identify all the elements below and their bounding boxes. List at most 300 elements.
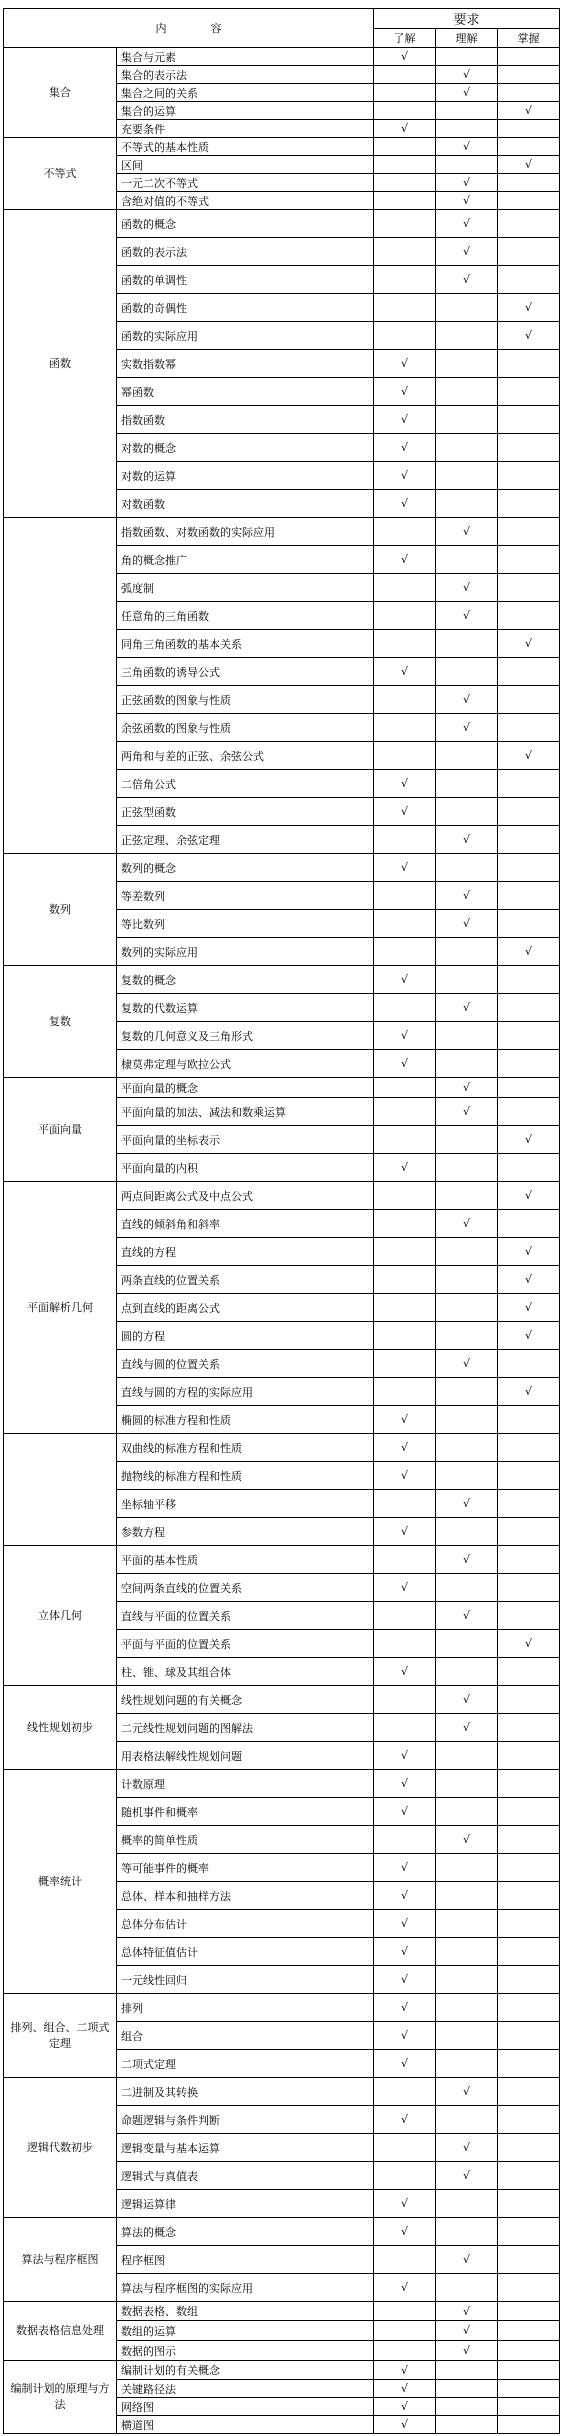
level-cell	[374, 1078, 436, 1098]
item-cell: 正弦型函数	[117, 798, 374, 826]
check-mark: √	[498, 102, 560, 120]
item-cell: 函数的奇偶性	[117, 294, 374, 322]
level-cell	[436, 1658, 498, 1686]
item-cell: 直线的方程	[117, 1238, 374, 1266]
level-cell	[436, 1938, 498, 1966]
check-mark: √	[374, 490, 436, 518]
item-cell: 一元线性回归	[117, 1966, 374, 1994]
level-cell	[498, 2321, 560, 2341]
check-mark: √	[436, 2302, 498, 2321]
table-row	[4, 2302, 560, 2321]
level-cell	[436, 546, 498, 574]
level-cell	[436, 966, 498, 994]
level-cell	[374, 210, 436, 238]
item-cell: 点到直线的距离公式	[117, 1294, 374, 1322]
check-mark: √	[374, 1938, 436, 1966]
check-mark: √	[498, 1126, 560, 1154]
level-cell	[436, 1182, 498, 1210]
syllabus-table	[3, 8, 560, 2434]
check-mark: √	[498, 938, 560, 966]
category-cell: 算法与程序框图	[4, 2218, 117, 2302]
item-cell: 区间	[117, 156, 374, 174]
level-cell	[436, 2050, 498, 2078]
item-cell: 弧度制	[117, 574, 374, 602]
level-cell	[374, 1630, 436, 1658]
check-mark: √	[498, 630, 560, 658]
level-cell	[498, 2302, 560, 2321]
check-mark: √	[374, 1022, 436, 1050]
level-cell	[436, 938, 498, 966]
item-cell: 含绝对值的不等式	[117, 192, 374, 210]
level-cell	[436, 1798, 498, 1826]
category-cell	[4, 518, 117, 854]
level-cell	[498, 1350, 560, 1378]
level-cell	[436, 490, 498, 518]
level-cell	[498, 1714, 560, 1742]
check-mark: √	[374, 434, 436, 462]
check-mark: √	[374, 1966, 436, 1994]
check-mark: √	[374, 2050, 436, 2078]
check-mark: √	[436, 210, 498, 238]
level-cell	[374, 686, 436, 714]
level-cell	[374, 266, 436, 294]
level-cell	[498, 1490, 560, 1518]
category-cell: 复数	[4, 966, 117, 1078]
item-cell: 坐标轴平移	[117, 1490, 374, 1518]
level-cell	[374, 2078, 436, 2106]
level-cell	[436, 406, 498, 434]
check-mark: √	[374, 1742, 436, 1770]
check-mark: √	[374, 1154, 436, 1182]
level-cell	[374, 602, 436, 630]
check-mark: √	[374, 1882, 436, 1910]
item-cell: 用表格法解线性规划问题	[117, 1742, 374, 1770]
category-cell: 函数	[4, 210, 117, 518]
item-cell: 两条直线的位置关系	[117, 1266, 374, 1294]
check-mark: √	[374, 1798, 436, 1826]
check-mark: √	[436, 84, 498, 102]
level-cell	[436, 156, 498, 174]
table-row	[4, 210, 560, 238]
check-mark: √	[436, 1098, 498, 1126]
item-cell: 复数的概念	[117, 966, 374, 994]
table-row	[4, 1434, 560, 1462]
level-cell	[436, 434, 498, 462]
level-cell	[374, 238, 436, 266]
level-cell	[498, 574, 560, 602]
level-cell	[498, 1882, 560, 1910]
check-mark: √	[436, 714, 498, 742]
level-cell	[436, 742, 498, 770]
category-cell: 平面解析几何	[4, 1182, 117, 1434]
item-cell: 等可能事件的概率	[117, 1854, 374, 1882]
item-cell: 正弦函数的图象与性质	[117, 686, 374, 714]
requirements-header: 要求	[374, 9, 560, 29]
level-cell	[498, 1098, 560, 1126]
category-cell: 不等式	[4, 138, 117, 210]
check-mark: √	[436, 1686, 498, 1714]
level-cell	[498, 2134, 560, 2162]
item-cell: 空间两条直线的位置关系	[117, 1574, 374, 1602]
item-cell: 横道图	[117, 2416, 374, 2434]
check-mark: √	[374, 1910, 436, 1938]
level-cell	[498, 854, 560, 882]
table-row	[4, 2078, 560, 2106]
check-mark: √	[374, 406, 436, 434]
level-cell	[374, 174, 436, 192]
check-mark: √	[436, 2134, 498, 2162]
item-cell: 不等式的基本性质	[117, 138, 374, 156]
level-cell	[374, 1126, 436, 1154]
level-cell	[498, 994, 560, 1022]
level-cell	[498, 1994, 560, 2022]
item-cell: 幂函数	[117, 378, 374, 406]
check-mark: √	[374, 2022, 436, 2050]
level-cell	[436, 1126, 498, 1154]
table-row	[4, 48, 560, 66]
check-mark: √	[374, 2218, 436, 2246]
level-cell	[498, 1826, 560, 1854]
level-cell	[374, 138, 436, 156]
level-cell	[374, 1238, 436, 1266]
item-cell: 组合	[117, 2022, 374, 2050]
level-cell	[498, 1854, 560, 1882]
check-mark: √	[436, 2162, 498, 2190]
item-cell: 二项式定理	[117, 2050, 374, 2078]
item-cell: 数组的运算	[117, 2321, 374, 2341]
item-cell: 平面向量的坐标表示	[117, 1126, 374, 1154]
check-mark: √	[436, 574, 498, 602]
item-cell: 程序框图	[117, 2246, 374, 2274]
level-cell	[374, 1294, 436, 1322]
level-cell	[436, 630, 498, 658]
check-mark: √	[436, 266, 498, 294]
level-cell	[374, 1602, 436, 1630]
check-mark: √	[374, 966, 436, 994]
level-cell	[498, 546, 560, 574]
level-cell	[374, 1378, 436, 1406]
item-cell: 一元二次不等式	[117, 174, 374, 192]
level-cell	[498, 1078, 560, 1098]
table-row	[4, 1994, 560, 2022]
check-mark: √	[498, 742, 560, 770]
check-mark: √	[436, 826, 498, 854]
item-cell: 平面向量的内积	[117, 1154, 374, 1182]
level-cell	[436, 1462, 498, 1490]
level-cell	[374, 156, 436, 174]
check-mark: √	[374, 350, 436, 378]
check-mark: √	[498, 1294, 560, 1322]
table-row	[4, 518, 560, 546]
check-mark: √	[436, 66, 498, 84]
level-cell	[498, 1050, 560, 1078]
level-cell	[374, 2134, 436, 2162]
check-mark: √	[436, 602, 498, 630]
check-mark: √	[374, 1434, 436, 1462]
check-mark: √	[374, 1406, 436, 1434]
check-mark: √	[374, 2398, 436, 2416]
level-cell	[498, 826, 560, 854]
item-cell: 逻辑变量与基本运算	[117, 2134, 374, 2162]
check-mark: √	[374, 1518, 436, 1546]
level-cell	[498, 350, 560, 378]
item-cell: 集合与元素	[117, 48, 374, 66]
item-cell: 对数的运算	[117, 462, 374, 490]
item-cell: 复数的代数运算	[117, 994, 374, 1022]
level-cell	[498, 1406, 560, 1434]
item-cell: 角的概念推广	[117, 546, 374, 574]
category-cell: 排列、组合、二项式定理	[4, 1994, 117, 2078]
check-mark: √	[436, 2341, 498, 2361]
level-cell	[436, 462, 498, 490]
level-cell	[498, 714, 560, 742]
item-cell: 概率的简单性质	[117, 1826, 374, 1854]
level-cell	[498, 192, 560, 210]
item-cell: 棣莫弗定理与欧拉公式	[117, 1050, 374, 1078]
check-mark: √	[436, 2078, 498, 2106]
item-cell: 两点间距离公式及中点公式	[117, 1182, 374, 1210]
table-row	[4, 2361, 560, 2380]
level-cell	[498, 378, 560, 406]
level-cell	[498, 770, 560, 798]
item-cell: 数据表格、数组	[117, 2302, 374, 2321]
level-cell	[374, 910, 436, 938]
table-row	[4, 966, 560, 994]
level-cell	[436, 294, 498, 322]
level-cell	[374, 882, 436, 910]
level-cell	[436, 120, 498, 138]
level-cell	[498, 490, 560, 518]
check-mark: √	[374, 120, 436, 138]
level-cell	[436, 2416, 498, 2434]
category-cell: 平面向量	[4, 1078, 117, 1182]
level-cell	[498, 2274, 560, 2302]
check-mark: √	[498, 156, 560, 174]
level-cell	[436, 2218, 498, 2246]
level-cell	[374, 1266, 436, 1294]
check-mark: √	[374, 1658, 436, 1686]
check-mark: √	[374, 1462, 436, 1490]
check-mark: √	[374, 1994, 436, 2022]
item-cell: 编制计划的有关概念	[117, 2361, 374, 2380]
item-cell: 数列的概念	[117, 854, 374, 882]
level-cell	[436, 350, 498, 378]
level-cell	[498, 1742, 560, 1770]
category-cell: 数列	[4, 854, 117, 966]
level-cell	[436, 2398, 498, 2416]
item-cell: 集合的表示法	[117, 66, 374, 84]
check-mark: √	[374, 1770, 436, 1798]
level-cell	[498, 2078, 560, 2106]
level-cell	[374, 2302, 436, 2321]
level-cell	[498, 966, 560, 994]
level-cell	[374, 294, 436, 322]
level-cell	[498, 1910, 560, 1938]
item-cell: 抛物线的标准方程和性质	[117, 1462, 374, 1490]
level-cell	[498, 2341, 560, 2361]
item-cell: 算法与程序框图的实际应用	[117, 2274, 374, 2302]
level-cell	[436, 1994, 498, 2022]
level-cell	[498, 798, 560, 826]
level-cell	[498, 2106, 560, 2134]
check-mark: √	[436, 1490, 498, 1518]
level-cell	[374, 574, 436, 602]
check-mark: √	[436, 2321, 498, 2341]
level-cell	[436, 1294, 498, 1322]
level-cell	[374, 1490, 436, 1518]
level-cell	[436, 658, 498, 686]
level-cell	[374, 2341, 436, 2361]
level-cell	[498, 2162, 560, 2190]
level-cell	[374, 1546, 436, 1574]
level-cell	[498, 1686, 560, 1714]
level-header-understand: 了解	[374, 29, 436, 48]
level-cell	[374, 994, 436, 1022]
item-cell: 等差数列	[117, 882, 374, 910]
check-mark: √	[498, 1630, 560, 1658]
category-cell: 概率统计	[4, 1770, 117, 1994]
table-body	[4, 48, 560, 2434]
check-mark: √	[374, 658, 436, 686]
check-mark: √	[436, 518, 498, 546]
item-cell: 计数原理	[117, 1770, 374, 1798]
level-cell	[374, 322, 436, 350]
check-mark: √	[436, 192, 498, 210]
check-mark: √	[436, 686, 498, 714]
level-cell	[436, 1574, 498, 1602]
level-cell	[498, 434, 560, 462]
level-cell	[374, 1686, 436, 1714]
item-cell: 直线与圆的位置关系	[117, 1350, 374, 1378]
item-cell: 函数的表示法	[117, 238, 374, 266]
category-cell: 编制计划的原理与方法	[4, 2361, 117, 2434]
level-cell	[374, 66, 436, 84]
level-cell	[436, 2274, 498, 2302]
level-cell	[436, 1518, 498, 1546]
item-cell: 柱、锥、球及其组合体	[117, 1658, 374, 1686]
level-cell	[436, 2190, 498, 2218]
table-header	[4, 9, 560, 48]
level-cell	[498, 2398, 560, 2416]
table-row	[4, 2218, 560, 2246]
level-cell	[436, 854, 498, 882]
item-cell: 关键路径法	[117, 2380, 374, 2398]
level-cell	[436, 1050, 498, 1078]
check-mark: √	[436, 2246, 498, 2274]
level-cell	[374, 1322, 436, 1350]
check-mark: √	[436, 1602, 498, 1630]
item-cell: 命题逻辑与条件判断	[117, 2106, 374, 2134]
item-cell: 逻辑运算律	[117, 2190, 374, 2218]
level-cell	[374, 630, 436, 658]
level-cell	[498, 1966, 560, 1994]
check-mark: √	[436, 1078, 498, 1098]
level-cell	[374, 1182, 436, 1210]
level-cell	[374, 2162, 436, 2190]
check-mark: √	[498, 322, 560, 350]
level-cell	[498, 1798, 560, 1826]
level-header-master: 掌握	[498, 29, 560, 48]
table-row	[4, 138, 560, 156]
item-cell: 函数的概念	[117, 210, 374, 238]
level-cell	[498, 2218, 560, 2246]
item-cell: 充要条件	[117, 120, 374, 138]
level-cell	[498, 48, 560, 66]
item-cell: 对数的概念	[117, 434, 374, 462]
level-cell	[498, 1574, 560, 1602]
level-cell	[498, 658, 560, 686]
table-row	[4, 1686, 560, 1714]
item-cell: 两角和与差的正弦、余弦公式	[117, 742, 374, 770]
level-cell	[498, 1434, 560, 1462]
level-cell	[436, 48, 498, 66]
level-cell	[436, 1882, 498, 1910]
item-cell: 双曲线的标准方程和性质	[117, 1434, 374, 1462]
item-cell: 二倍角公式	[117, 770, 374, 798]
item-cell: 数列的实际应用	[117, 938, 374, 966]
level-cell	[498, 1546, 560, 1574]
level-cell	[498, 1658, 560, 1686]
level-cell	[498, 406, 560, 434]
level-cell	[498, 1602, 560, 1630]
level-cell	[436, 1238, 498, 1266]
level-cell	[498, 518, 560, 546]
category-cell: 逻辑代数初步	[4, 2078, 117, 2218]
level-cell	[374, 1826, 436, 1854]
level-cell	[436, 2361, 498, 2380]
item-cell: 总体分布估计	[117, 1910, 374, 1938]
level-cell	[436, 1854, 498, 1882]
item-cell: 平面向量的加法、减法和数乘运算	[117, 1098, 374, 1126]
check-mark: √	[498, 1322, 560, 1350]
check-mark: √	[498, 1182, 560, 1210]
level-cell	[498, 1462, 560, 1490]
level-cell	[498, 2380, 560, 2398]
level-cell	[498, 1518, 560, 1546]
content-header: 内 容	[4, 9, 374, 48]
check-mark: √	[436, 238, 498, 266]
level-cell	[498, 174, 560, 192]
item-cell: 二元线性规划问题的图解法	[117, 1714, 374, 1742]
level-cell	[436, 2022, 498, 2050]
table-row	[4, 1770, 560, 1798]
level-cell	[436, 1434, 498, 1462]
level-cell	[498, 686, 560, 714]
item-cell: 平面的基本性质	[117, 1546, 374, 1574]
item-cell: 网络图	[117, 2398, 374, 2416]
item-cell: 复数的几何意义及三角形式	[117, 1022, 374, 1050]
item-cell: 任意角的三角函数	[117, 602, 374, 630]
check-mark: √	[374, 770, 436, 798]
check-mark: √	[374, 854, 436, 882]
level-cell	[436, 1910, 498, 1938]
level-cell	[436, 322, 498, 350]
check-mark: √	[498, 1378, 560, 1406]
check-mark: √	[498, 1266, 560, 1294]
item-cell: 算法的概念	[117, 2218, 374, 2246]
check-mark: √	[436, 138, 498, 156]
level-cell	[374, 714, 436, 742]
level-cell	[498, 1770, 560, 1798]
check-mark: √	[374, 48, 436, 66]
check-mark: √	[436, 1350, 498, 1378]
level-cell	[436, 1630, 498, 1658]
check-mark: √	[374, 2106, 436, 2134]
level-cell	[498, 2416, 560, 2434]
level-cell	[374, 1098, 436, 1126]
level-cell	[498, 66, 560, 84]
check-mark: √	[374, 378, 436, 406]
